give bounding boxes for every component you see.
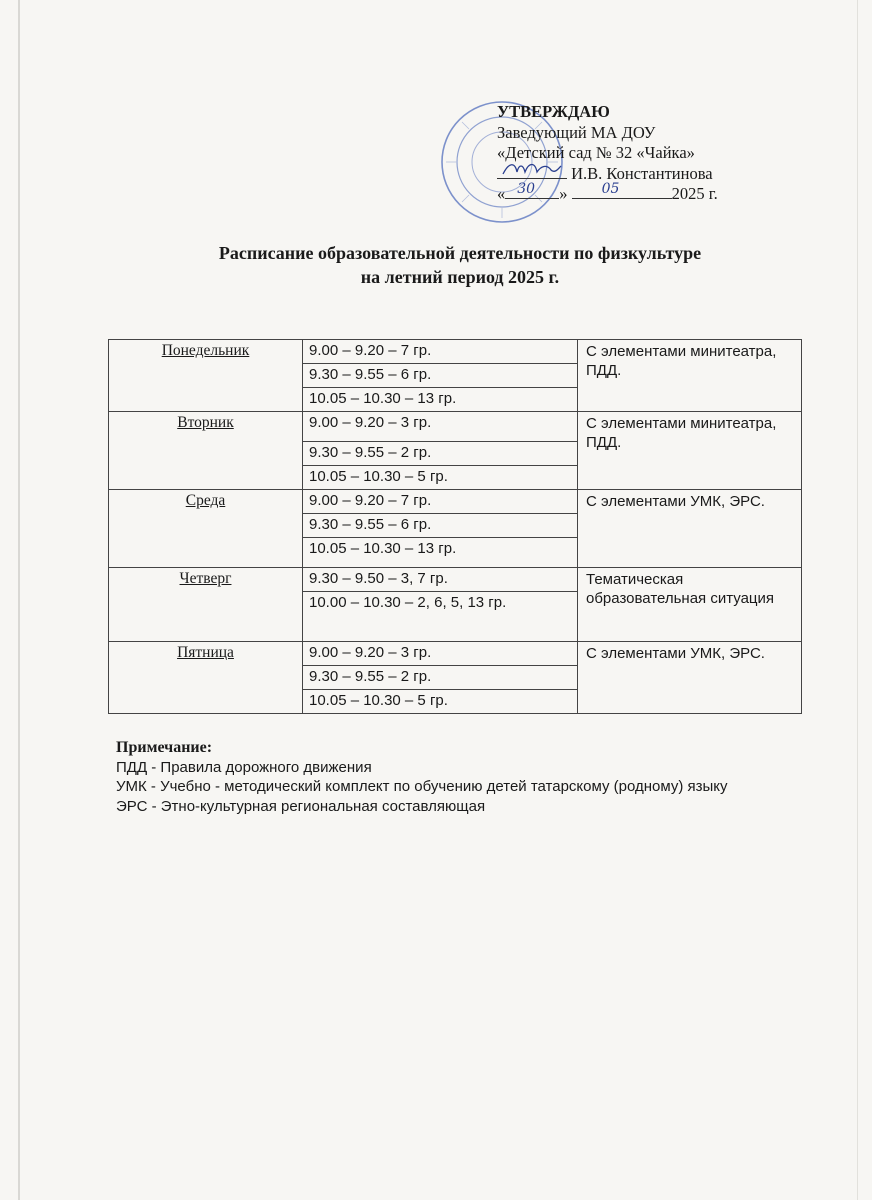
note-cell: С элементами УМК, ЭРС. bbox=[578, 490, 802, 568]
approval-date-line bbox=[497, 181, 797, 205]
approval-block bbox=[497, 102, 797, 205]
document-title: Расписание образовательной деятельности по физкультуре bbox=[218, 243, 702, 263]
note-cell: Тематическая образовательная ситуация bbox=[578, 568, 802, 642]
approval-signature-line bbox=[497, 164, 797, 185]
time-cell: 9.30 – 9.55 – 6 гр. bbox=[303, 364, 578, 388]
note-item: ПДД - Правила дорожного движения bbox=[116, 758, 372, 776]
time-cell: 10.00 – 10.30 – 2, 6, 5, 13 гр. bbox=[303, 592, 578, 642]
approver-name: И.В. Константинова bbox=[571, 163, 713, 183]
table-row bbox=[109, 490, 802, 514]
date-quote-open: « bbox=[497, 184, 506, 203]
date-day-blank bbox=[505, 181, 559, 199]
day-cell: Вторник bbox=[109, 412, 303, 490]
time-cell: 10.05 – 10.30 – 5 гр. bbox=[303, 466, 578, 490]
date-month-handwritten: 05 bbox=[601, 181, 620, 197]
page-left-edge bbox=[18, 0, 20, 1200]
time-cell: 9.30 – 9.55 – 6 гр. bbox=[303, 514, 578, 538]
day-cell: Четверг bbox=[109, 568, 303, 642]
time-cell: 9.30 – 9.55 – 2 гр. bbox=[303, 666, 578, 690]
date-year: 2025 г. bbox=[671, 184, 718, 203]
time-cell: 10.05 – 10.30 – 13 гр. bbox=[303, 538, 578, 568]
notes-title: Примечание: bbox=[116, 739, 213, 756]
approval-title: УТВЕРЖДАЮ bbox=[497, 102, 610, 121]
table-row bbox=[109, 340, 802, 364]
notes-section bbox=[116, 738, 796, 816]
time-cell: 9.00 – 9.20 – 7 гр. bbox=[303, 490, 578, 514]
schedule-table bbox=[108, 339, 802, 714]
day-cell: Понедельник bbox=[109, 340, 303, 412]
table-row bbox=[109, 642, 802, 666]
note-cell: С элементами минитеатра, ПДД. bbox=[578, 412, 802, 490]
approval-organization: «Детский сад № 32 «Чайка» bbox=[497, 143, 695, 162]
document-subtitle: на летний период 2025 г. bbox=[360, 267, 560, 287]
day-cell: Среда bbox=[109, 490, 303, 568]
time-cell: 10.05 – 10.30 – 13 гр. bbox=[303, 388, 578, 412]
date-quote-close: » bbox=[559, 184, 568, 203]
date-month-blank bbox=[572, 181, 672, 199]
time-cell: 9.30 – 9.50 – 3, 7 гр. bbox=[303, 568, 578, 592]
handwritten-signature bbox=[501, 160, 563, 180]
note-cell: С элементами УМК, ЭРС. bbox=[578, 642, 802, 714]
page-right-edge bbox=[857, 0, 858, 1200]
note-cell: С элементами минитеатра, ПДД. bbox=[578, 340, 802, 412]
time-cell: 10.05 – 10.30 – 5 гр. bbox=[303, 690, 578, 714]
time-cell: 9.30 – 9.55 – 2 гр. bbox=[303, 442, 578, 466]
day-cell: Пятница bbox=[109, 642, 303, 714]
note-item: УМК - Учебно - методический комплект по обучению детей татарскому (родному) языку bbox=[116, 778, 728, 795]
approval-position: Заведующий МА ДОУ bbox=[497, 122, 656, 142]
time-cell: 9.00 – 9.20 – 7 гр. bbox=[303, 340, 578, 364]
table-row bbox=[109, 412, 802, 442]
time-cell: 9.00 – 9.20 – 3 гр. bbox=[303, 642, 578, 666]
table-row bbox=[109, 568, 802, 592]
signature-blank bbox=[497, 164, 567, 179]
note-item: ЭРС - Этно-культурная региональная составляющая bbox=[116, 797, 486, 815]
time-cell: 9.00 – 9.20 – 3 гр. bbox=[303, 412, 578, 442]
date-day-handwritten: 30 bbox=[517, 181, 536, 197]
